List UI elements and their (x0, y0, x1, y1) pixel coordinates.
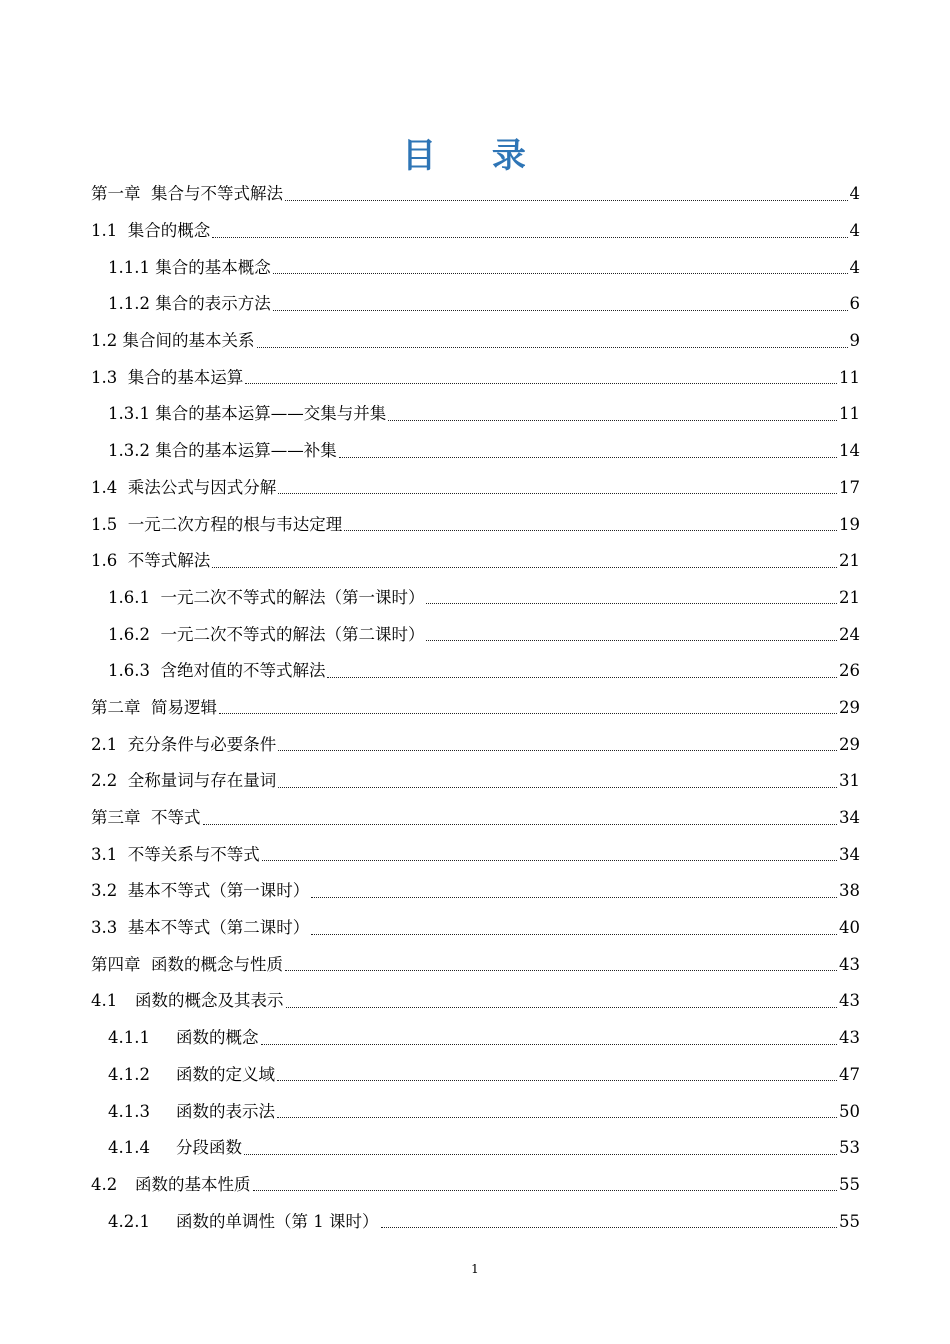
toc-entry[interactable] (91, 359, 860, 396)
toc-entry-label: 分段函数 (176, 1138, 242, 1158)
toc-entry-label: 函数的概念及其表示 (135, 991, 284, 1011)
toc-entry-label: 3.1 不等关系与不等式 (91, 844, 260, 864)
toc-entry-label: 函数的概念 (176, 1028, 259, 1048)
toc-leader-dots (203, 812, 838, 825)
toc-entry-label: 1.5 一元二次方程的根与韦达定理 (91, 514, 343, 534)
toc-entry[interactable] (91, 470, 860, 507)
toc-entry-page: 19 (839, 514, 860, 534)
toc-entry-label: 函数的单调性（第 1 课时） (176, 1211, 379, 1231)
toc-entry-label: 1.1.2 集合的表示方法 (108, 294, 271, 314)
toc-entry-label: 1.6.3 含绝对值的不等式解法 (108, 661, 326, 681)
toc-entry[interactable] (91, 1093, 860, 1130)
toc-leader-dots (285, 958, 837, 971)
toc-entry-page: 34 (839, 844, 860, 864)
toc-entry-label: 3.2 基本不等式（第一课时） (91, 881, 310, 901)
toc-entry-label: 2.2 全称量词与存在量词 (91, 771, 277, 791)
toc-entry[interactable] (91, 580, 860, 617)
toc-entry-page: 11 (839, 404, 860, 424)
toc-entry-page: 4 (849, 221, 860, 241)
toc-entry[interactable] (91, 690, 860, 727)
toc-entry[interactable] (91, 1057, 860, 1094)
toc-leader-dots (219, 701, 837, 714)
toc-leader-dots (278, 481, 837, 494)
toc-entry-label: 1.6.2 一元二次不等式的解法（第二课时） (108, 624, 425, 644)
toc-leader-dots (278, 738, 837, 751)
toc-leader-dots (277, 1068, 837, 1081)
toc-entry-label: 函数的表示法 (176, 1101, 275, 1121)
toc-leader-dots (273, 298, 848, 311)
toc-entry[interactable] (91, 616, 860, 653)
toc-leader-dots (311, 885, 837, 898)
toc-entry[interactable] (91, 213, 860, 250)
toc-entry[interactable] (91, 800, 860, 837)
table-of-contents (91, 176, 860, 1240)
toc-entry-page: 17 (839, 477, 860, 497)
toc-entry-number: 4.1.3 (108, 1101, 150, 1121)
toc-entry[interactable] (91, 176, 860, 213)
toc-entry[interactable] (91, 726, 860, 763)
toc-leader-dots (212, 225, 847, 238)
toc-entry-page: 34 (839, 808, 860, 828)
toc-entry[interactable] (91, 910, 860, 947)
page-title: 目 录 (402, 136, 548, 176)
toc-leader-dots (285, 188, 848, 201)
toc-entry-page: 47 (839, 1064, 860, 1084)
toc-entry-number: 4.1.1 (108, 1028, 150, 1048)
toc-entry-label: 2.1 充分条件与必要条件 (91, 734, 277, 754)
toc-entry-page: 43 (839, 1028, 860, 1048)
toc-leader-dots (253, 1178, 838, 1191)
toc-entry-label: 1.3 集合的基本运算 (91, 367, 244, 387)
toc-entry-page: 38 (839, 881, 860, 901)
toc-entry-label: 第一章 集合与不等式解法 (91, 184, 283, 204)
toc-entry[interactable] (91, 249, 860, 286)
toc-entry-label: 1.3.2 集合的基本运算——补集 (108, 441, 337, 461)
page-number: 1 (471, 1262, 479, 1276)
toc-entry[interactable] (91, 653, 860, 690)
toc-entry-label: 函数的定义域 (176, 1064, 275, 1084)
toc-entry-page: 31 (839, 771, 860, 791)
toc-entry-page: 14 (839, 441, 860, 461)
toc-leader-dots (339, 445, 837, 458)
toc-leader-dots (311, 922, 837, 935)
toc-entry-page: 43 (839, 991, 860, 1011)
toc-leader-dots (212, 555, 837, 568)
toc-entry[interactable] (91, 763, 860, 800)
toc-entry-label: 1.1.1 集合的基本概念 (108, 257, 271, 277)
toc-entry-label: 1.2 集合间的基本关系 (91, 331, 255, 351)
toc-entry-page: 21 (839, 587, 860, 607)
toc-entry-page: 50 (839, 1101, 860, 1121)
toc-entry[interactable] (91, 286, 860, 323)
toc-entry-page: 40 (839, 918, 860, 938)
toc-entry-label: 第四章 函数的概念与性质 (91, 954, 283, 974)
toc-entry-label: 第三章 不等式 (91, 808, 201, 828)
toc-entry[interactable] (91, 323, 860, 360)
toc-entry-label: 函数的基本性质 (135, 1174, 251, 1194)
toc-entry-number: 4.2.1 (108, 1211, 150, 1231)
toc-entry[interactable] (91, 946, 860, 983)
toc-entry-page: 26 (839, 661, 860, 681)
toc-leader-dots (426, 628, 837, 641)
toc-entry-page: 11 (839, 367, 860, 387)
toc-leader-dots (327, 665, 837, 678)
toc-entry-page: 6 (849, 294, 860, 314)
toc-entry-page: 29 (839, 697, 860, 717)
toc-entry[interactable] (91, 506, 860, 543)
toc-entry[interactable] (91, 1130, 860, 1167)
toc-entry-label: 第二章 简易逻辑 (91, 697, 217, 717)
toc-leader-dots (277, 1105, 837, 1118)
toc-leader-dots (344, 518, 837, 531)
toc-entry-page: 9 (849, 331, 860, 351)
toc-leader-dots (244, 1142, 837, 1155)
toc-entry-page: 53 (839, 1138, 860, 1158)
toc-entry-page: 21 (839, 551, 860, 571)
toc-leader-dots (245, 371, 837, 384)
toc-entry-number: 4.1.2 (108, 1064, 150, 1084)
toc-leader-dots (278, 775, 837, 788)
toc-entry-label: 1.6 不等式解法 (91, 551, 211, 571)
toc-leader-dots (388, 408, 837, 421)
toc-entry-number: 4.2 (91, 1174, 118, 1194)
toc-entry-number: 4.1.4 (108, 1138, 150, 1158)
toc-entry-page: 4 (849, 184, 860, 204)
toc-leader-dots (261, 1032, 838, 1045)
toc-entry-page: 4 (849, 257, 860, 277)
toc-entry-number: 4.1 (91, 991, 118, 1011)
toc-leader-dots (426, 591, 837, 604)
toc-entry-label: 1.6.1 一元二次不等式的解法（第一课时） (108, 587, 425, 607)
toc-entry-label: 1.1 集合的概念 (91, 221, 211, 241)
toc-entry-label: 3.3 基本不等式（第二课时） (91, 918, 310, 938)
toc-entry[interactable] (91, 1020, 860, 1057)
toc-leader-dots (381, 1215, 838, 1228)
toc-entry[interactable] (91, 873, 860, 910)
toc-entry-label: 1.4 乘法公式与因式分解 (91, 477, 277, 497)
toc-entry-page: 55 (839, 1211, 860, 1231)
toc-entry[interactable] (91, 1203, 860, 1240)
toc-entry[interactable] (91, 543, 860, 580)
toc-leader-dots (257, 335, 848, 348)
toc-entry[interactable] (91, 983, 860, 1020)
toc-entry-page: 55 (839, 1174, 860, 1194)
toc-leader-dots (286, 995, 838, 1008)
toc-entry-label: 1.3.1 集合的基本运算——交集与并集 (108, 404, 387, 424)
toc-entry[interactable] (91, 836, 860, 873)
toc-entry[interactable] (91, 1167, 860, 1204)
toc-leader-dots (262, 848, 837, 861)
toc-entry-page: 24 (839, 624, 860, 644)
toc-entry-page: 43 (839, 954, 860, 974)
toc-entry-page: 29 (839, 734, 860, 754)
toc-leader-dots (273, 261, 848, 274)
toc-entry[interactable] (91, 396, 860, 433)
toc-entry[interactable] (91, 433, 860, 470)
